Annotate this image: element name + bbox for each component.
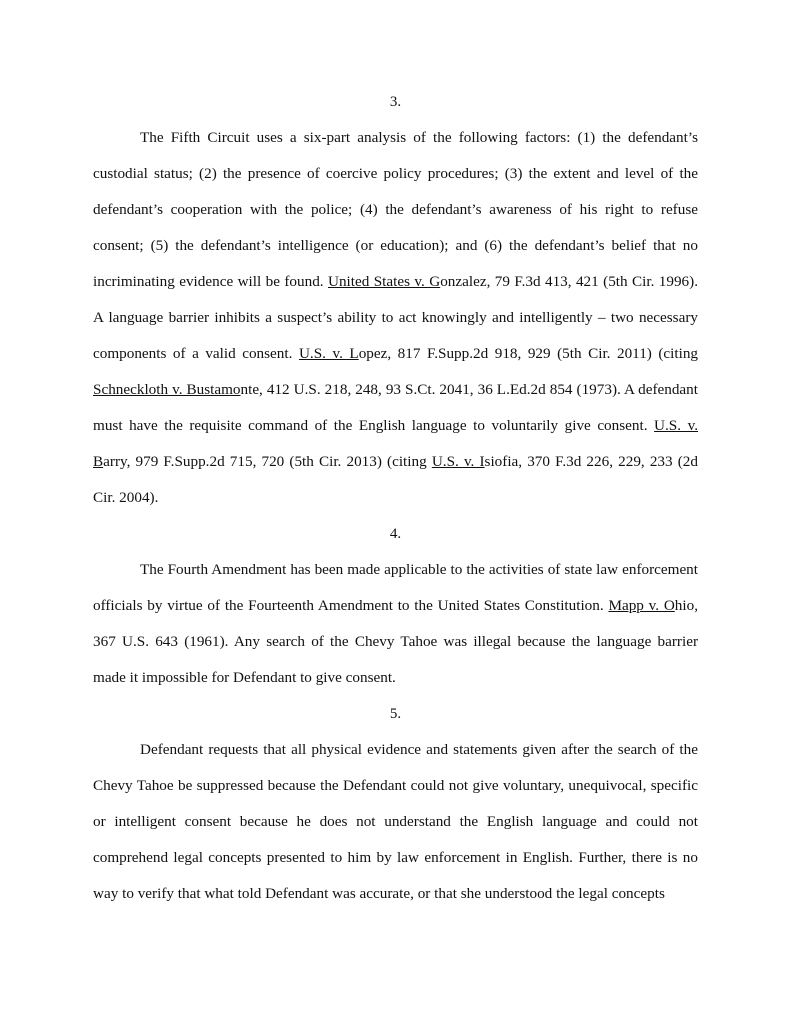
case-citation-lopez: U.S. v. L: [298, 345, 359, 362]
paragraph-text: opez, 817 F.Supp.2d 918, 929 (5th Cir. 2011) (citing: [358, 345, 699, 362]
paragraph-text: nte, 412 U.S. 218, 248, 93 S.Ct. 2041, 36 L.Ed.2d 854 (1973). A defendant must have the requisite command of the English language to voluntarily give consent.: [93, 381, 698, 434]
case-citation-barry: U.S. v. B: [93, 417, 698, 470]
section-3-paragraph: [93, 120, 698, 516]
paragraph-text: The Fifth Circuit uses a six-part analysis of the following factors: (1) the defendant’s custodial status; (2) the presence of coercive policy procedures; (3) the extent and level of the defendant’s cooperation with the police; (4) the defendant’s awareness of his right to refuse consent; (5) the defendant’s intelligence (or education); and (6) the defendant’s belief that no incriminating evidence will be found.: [93, 129, 698, 290]
section-4-paragraph: [93, 552, 698, 696]
case-citation-gonzalez: United States v. G: [328, 273, 441, 290]
paragraph-text: siofia, 370 F.3d 226, 229, 233 (2d Cir. 2004).: [93, 453, 698, 506]
paragraph-text: arry, 979 F.Supp.2d 715, 720 (5th Cir. 2013) (citing: [103, 453, 427, 470]
section-5-paragraph: [93, 732, 698, 912]
paragraph-text: The Fourth Amendment has been made applicable to the activities of state law enforcement officials by virtue of the Fourteenth Amendment to the United States Constitution.: [93, 561, 698, 614]
paragraph-text: onzalez, 79 F.3d 413, 421 (5th Cir. 1996). A language barrier inhibits a suspect’s ability to act knowingly and intelligently – two necessary components of a valid consent.: [93, 273, 698, 362]
section-number-3: 3.: [389, 94, 402, 110]
document-page: [93, 84, 698, 912]
section-number-5: 5.: [389, 706, 402, 722]
case-citation-isiofia: U.S. v. I: [431, 453, 485, 470]
section-number-4: 4.: [389, 526, 402, 542]
paragraph-text: Defendant requests that all physical evidence and statements given after the search of the Chevy Tahoe be suppressed because the Defendant could not give voluntary, unequivocal, specific or intelligent consent because he does not understand the English language and could not comprehend legal concepts presented to him by law enforcement in English. Further, there is no way to verify that what told Defendant was accurate, or that she understood the legal concepts: [93, 741, 698, 902]
paragraph-text: hio, 367 U.S. 643 (1961). Any search of the Chevy Tahoe was illegal because the language barrier made it impossible for Defendant to give consent.: [93, 597, 699, 686]
case-citation-mapp: Mapp v. O: [608, 597, 675, 614]
case-citation-schneckloth: Schneckloth v. Bustamo: [93, 381, 241, 398]
